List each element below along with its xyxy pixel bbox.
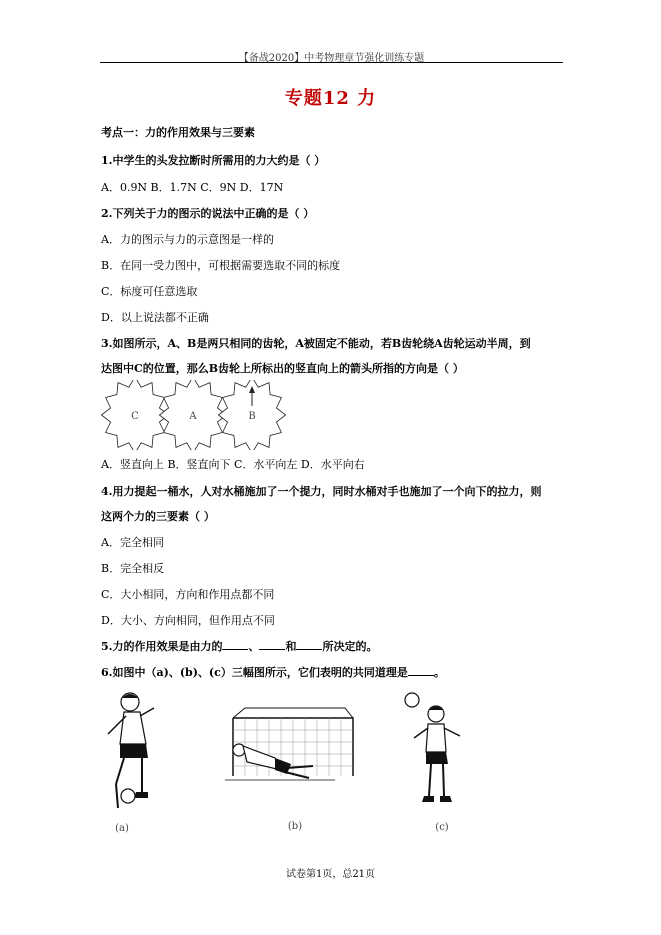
q2-option-d: D．以上说法都不正确	[101, 311, 209, 324]
q1-stem: 1.中学生的头发拉断时所需用的力大约是（ ）	[101, 154, 326, 167]
page-header: 【备战2020】中考物理章节强化训练专题	[238, 53, 425, 64]
q5-text-3: 和	[285, 640, 297, 653]
caption-a: (a)	[115, 823, 129, 834]
q4-option-d: D．大小、方向相同，但作用点不同	[101, 614, 275, 627]
q4-stem-line1: 4.用力提起一桶水，人对水桶施加了一个提力，同时水桶对手也施加了一个向下的拉力，则	[101, 485, 542, 498]
q2-option-c: C．标度可任意选取	[101, 285, 198, 298]
q5-text-4: 所决定的。	[322, 640, 378, 653]
q2-option-b: B．在同一受力图中，可根据需要选取不同的标度	[101, 259, 341, 272]
gear-label-a: A	[189, 411, 197, 422]
header-rule	[100, 62, 563, 63]
q5-text-1: 5.力的作用效果是由力的	[101, 640, 223, 653]
q5-blank-1[interactable]	[222, 640, 248, 650]
caption-c: (c)	[435, 822, 449, 833]
caption-b: (b)	[287, 821, 303, 832]
q6-stem	[101, 664, 445, 680]
q6-text-2: 。	[433, 666, 445, 679]
q3-options: A．竖直向上 B．竖直向下 C．水平向左 D．水平向右	[101, 458, 365, 471]
q4-option-a: A．完全相同	[101, 536, 164, 549]
gear-label-c: C	[131, 411, 139, 422]
figure-a-kicker	[100, 688, 180, 838]
q5-stem	[101, 638, 377, 654]
q2-stem: 2.下列关于力的图示的说法中正确的是（ ）	[101, 207, 315, 220]
q6-text-1: 6.如图中（a)、(b)、(c）三幅图所示，它们表明的共同道理是	[101, 666, 408, 679]
q2-option-a: A．力的图示与力的示意图是一样的	[101, 233, 274, 246]
q5-blank-3[interactable]	[296, 640, 322, 650]
figure-c-header	[398, 688, 478, 838]
page-footer: 试卷第1页，总21页	[285, 869, 376, 880]
q4-option-c: C．大小相同，方向和作用点都不同	[101, 588, 275, 601]
q6-blank[interactable]	[408, 666, 434, 676]
gears-figure	[100, 380, 290, 450]
gear-label-b: B	[248, 411, 256, 422]
q1-options: A．0.9N B．1.7N C．9N D．17N	[101, 181, 284, 194]
q4-stem-line2: 这两个力的三要素（ ）	[101, 510, 215, 523]
q3-stem-line1: 3.如图所示，A、B是两只相同的齿轮，A被固定不能动，若B齿轮绕A齿轮运动半周，到	[101, 337, 531, 350]
page-title: 专题12 力	[284, 88, 377, 109]
q5-blank-2[interactable]	[259, 640, 285, 650]
figure-b-goalkeeper	[225, 688, 365, 838]
q3-stem-line2: 达图中C的位置，那么B齿轮上所标出的竖直向上的箭头所指的方向是（ ）	[101, 362, 464, 375]
q5-text-2: 、	[248, 640, 260, 653]
section-heading: 考点一：力的作用效果与三要素	[101, 126, 255, 139]
q4-option-b: B．完全相反	[101, 562, 165, 575]
